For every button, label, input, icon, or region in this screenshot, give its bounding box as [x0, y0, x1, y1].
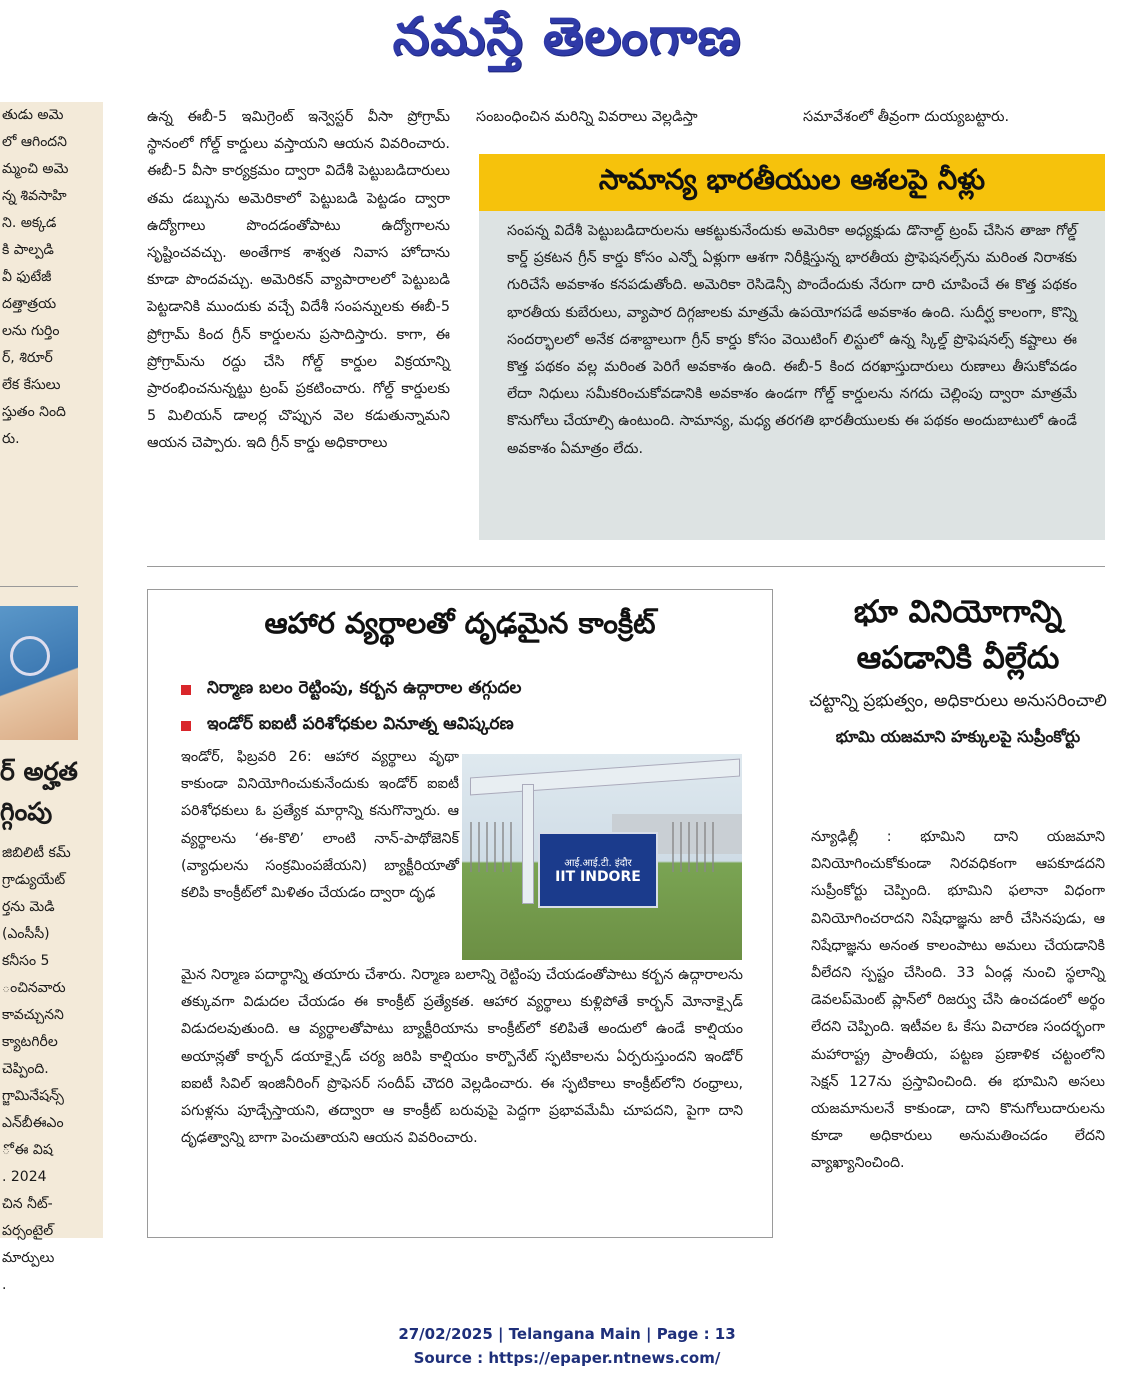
- gate-arch-shape: [470, 759, 740, 796]
- sign-hindi-text: आई.आई.टी. इंदौर: [564, 858, 632, 869]
- footer-date-page: 27/02/2025 | Telangana Main | Page : 13: [398, 1325, 736, 1343]
- land-use-article: [808, 589, 1108, 753]
- left-column-divider: [0, 586, 78, 587]
- land-article-subheading: చట్టాన్ని ప్రభుత్వం, అధికారులు అనుసరించాలి: [809, 691, 1107, 711]
- left-clipped-column: [0, 102, 103, 1293]
- continued-text-column4: సమావేశంలో తీవ్రంగా దుయ్యబట్టారు.: [803, 109, 1010, 125]
- highlight-box: [479, 154, 1105, 540]
- land-article-headline: భూ వినియోగాన్ని ఆపడానికి వీల్లేదు: [853, 594, 1063, 676]
- gold-card-article-column: [147, 104, 450, 458]
- concrete-article-lead: ఇండోర్, ఫిబ్రవరి 26: ఆహార వ్యర్థాలు వృథా కాకుండా వినియోగించుకునేందుకు ఇండోర్ ఐఐటీ పరిశోధకులు ఓ ప్రత్యేక మార్గాన్ని కనుగొన్నారు. ఆ వ్యర్థాలను ‘ఈ-కొలి’ లాంటి నాన్-పాథోజెనిక్ (వ్యాధులను సంక్రమింపజేయని) బ్యాక్టీరియాతో కలిపి కాంక్రీట్‌లో మిళితం చేయడం ద్వారా దృఢ: [181, 749, 459, 902]
- stethoscope-icon: [10, 636, 50, 676]
- highlight-heading: సామాన్య భారతీయుల ఆశలపై నీళ్లు: [479, 154, 1105, 211]
- gate-grill-shape: [470, 822, 518, 872]
- left-column-upper-text: తుడు అమె లో ఆగిందని మ్మంచి అమె న్న శివసాహి ని. అక్కడ కి పాల్పడి వీ ఫుటేజీ దత్తాత్రయ లను గుర్తిం ర్, శిరూర్ లేక కేసులు స్తుతం నింది రు.: [2, 107, 69, 447]
- gate-grill-shape: [672, 822, 720, 872]
- continued-text-column3: సంబంధించిన మరిన్ని వివరాలు వెల్లడిస్తా: [476, 109, 698, 125]
- land-article-subheading-bold: భూమి యజమాని హక్కులపై సుప్రీంకోర్టు: [835, 727, 1081, 746]
- iit-indore-sign: [538, 832, 658, 908]
- left-column-headline: ర్ అర్హత గ్గింపు: [0, 757, 78, 826]
- section-divider: [147, 566, 1105, 567]
- concrete-article-body: మైన నిర్మాణ పదార్థాన్ని తయారు చేశారు. నిర్మాణ బలాన్ని రెట్టింపు చేయడంతోపాటు కర్బన ఉద్గారాలను తక్కువగా విడుదల చేయడం ఈ కాంక్రీట్ ప్రత్యేకత. ఆహార వ్యర్థాలు కుళ్లిపోతే కార్బన్ మోనాక్సైడ్ విడుదలవుతుంది. ఆ వ్యర్థాలతోపాటు బ్యాక్టీరియాను కాంక్రీట్‌లో కలిపితే అందులో ఉండే కాల్షియం అయాన్లతో కార్బన్ డయాక్సైడ్ చర్య జరిపి కాల్షియం కార్బొనేట్ స్ఫటికాలను ఏర్పరుస్తుందని ఇండోర్ ఐఐటీ సివిల్ ఇంజినీరింగ్ ప్రొఫెసర్ సందీప్ చౌదరి వెల్లడించారు. ఈ స్ఫటికాలు కాంక్రీట్‌లోని రంధ్రాలు, పగుళ్లను పూడ్చేస్తాయని, తద్వారా ఆ కాంక్రీట్ బరువుపై పెద్దగా ప్రభావమేమీ చూపదని, పైగా దాని దృఢత్వాన్ని బాగా పెంచుతాయని ఆయన వివరించారు.: [181, 967, 743, 1147]
- gate-post-shape: [522, 784, 534, 904]
- bullet-text: నిర్మాణ బలం రెట్టింపు, కర్బన ఉద్గారాల తగ్గుదల: [207, 678, 522, 698]
- concrete-article-headline: ఆహార వ్యర్థాలతో దృఢమైన కాంక్రీట్: [264, 606, 656, 640]
- highlight-body: సంపన్న విదేశీ పెట్టుబడిదారులను ఆకట్టుకునేందుకు అమెరికా అధ్యక్షుడు డొనాల్డ్ ట్రంప్ చేసిన తాజా గోల్డ్ కార్డ్ ప్రకటన గ్రీన్ కార్డు కోసం ఎన్నో ఏళ్లుగా ఆశగా నిరీక్షిస్తున్న భారతీయ ప్రొఫెషనల్స్‌ను మరింత నిరాశకు గురిచేసే అవకాశం కనపడుతోంది. అమెరికా రెసిడెన్సీ పొందేందుకు నేరుగా దారి చూపించే ఈ కొత్త పథకం భారతీయ కుబేరులు, వ్యాపార దిగ్గజాలకు మాత్రమే ఉపయోగపడే అవకాశం ఉంది. సుదీర్ఘ కాలంగా, కొన్ని సందర్భాలలో అనేక దశాబ్దాలుగా గ్రీన్ కార్డు కోసం వెయిటింగ్ లిస్టులో ఉన్న స్కిల్డ్ ప్రొఫెషనల్స్ కష్టాలు ఈ కొత్త పథకం వల్ల మరింత పెరిగే అవకాశం ఉంది. ఈబీ-5 కింద దరఖాస్తుదారులు రుణాలు తీసుకోవడం లేదా నిధులు సమీకరించుకోవడానికి అవకాశం ఉండగా గోల్డ్ కార్డులను నగదు చెల్లింపు ద్వారా మాత్రమే కొనుగోలు చేయాల్సి ఉంటుంది. సామాన్య, మధ్య తరగతి భారతీయులకు ఈ పథకం అందుబాటులో ఉండే అవకాశం ఏమాత్రం లేదు.: [507, 223, 1077, 457]
- bullet-point: [181, 678, 521, 702]
- bullet-point: [181, 714, 514, 738]
- doctor-photo: [0, 606, 78, 740]
- gold-card-article-text: ఉన్న ఈబీ-5 ఇమిగ్రెంట్ ఇన్వెస్టర్ వీసా ప్రోగ్రామ్ స్థానంలో గోల్డ్ కార్డులు వస్తాయని ఆయన వివరించారు. ఈబీ-5 వీసా కార్యక్రమం ద్వారా విదేశీ పెట్టుబడిదారులు తమ డబ్బును అమెరికాలో పెట్టుబడి పెట్టడం ద్వారా ఉద్యోగాలు పొందడంతోపాటు ఉద్యోగాలను సృష్టించవచ్చు. అంతేగాక శాశ్వత నివాస హోదాను కూడా పొందవచ్చు. అమెరికన్ వ్యాపారాలలో పెట్టుబడి పెట్టడానికి ముందుకు వచ్చే విదేశీ సంపన్నులకు ఈబీ-5 ప్రోగ్రామ్ కింద గ్రీన్ కార్డులను ప్రసాదిస్తారు. కాగా, ఈ ప్రోగ్రామ్‌ను రద్దు చేసి గోల్డ్ కార్డుల విక్రయాన్ని ప్రారంభించనున్నట్టు ట్రంప్ ప్రకటించారు. గోల్డ్ కార్డులకు 5 మిలియన్ డాలర్ల చొప్పున వెల కడుతున్నామని ఆయన చెప్పారు. ఇది గ్రీన్ కార్డు అధికారాలు: [147, 109, 450, 452]
- page-footer: [0, 1322, 1134, 1370]
- concrete-article: [147, 589, 773, 1238]
- masthead: [0, 6, 1134, 86]
- red-square-bullet-icon: [181, 685, 191, 695]
- land-article-body: న్యూఢిల్లీ : భూమిని దాని యజమాని వినియోగించుకోకుండా నిరవధికంగా ఆపకూడదని సుప్రీంకోర్టు చెప్పింది. భూమిని ఫలానా విధంగా వినియోగించరాదని నిషేధాజ్ఞను జారీ చేసినపుడు, ఆ నిషేధాజ్ఞను అనంత కాలంపాటు అమలు చేయడానికి వీలేదని స్పష్టం చేసింది. 33 ఏండ్ల నుంచి స్థలాన్ని డెవలప్‌మెంట్ ప్లాన్‌లో రిజర్వు చేసి ఉంచడంలో అర్థం లేదని చెప్పింది. ఇటీవల ఓ కేసు విచారణ సందర్భంగా మహారాష్ట్ర ప్రాంతీయ, పట్టణ ప్రణాళిక చట్టంలోని సెక్షన్ 127ను ప్రస్తావించింది. ఈ భూమిని అసలు యజమానులనే కాకుండా, దాని కొనుగోలుదారులను కూడా అధికారులు అనుమతించడం లేదని వ్యాఖ్యానించింది.: [811, 829, 1105, 1172]
- left-column-lower-text: జిబిలిటీ కమ్ గ్రాడ్యుయేట్ ర్తను మెడి (ఎంసీసీ) కనీసం 5 ంచినవారు కావచ్చునని క్యాటగిరీల చెప్పింది. గ్జామినేషన్స్ ఎన్‌బీఈఎం ో ఈ విష . 2024 చిన నీట్- పర్సంటైల్ మార్పులు .: [2, 845, 71, 1293]
- footer-source-link[interactable]: Source : https://epaper.ntnews.com/: [413, 1349, 721, 1367]
- sign-text: IIT INDORE: [555, 869, 641, 885]
- newspaper-title: నమస్తే తెలంగాణ: [392, 6, 742, 67]
- iit-indore-gate-photo: [462, 754, 742, 960]
- bullet-text: ఇండోర్ ఐఐటీ పరిశోధకుల వినూత్న ఆవిష్కరణ: [207, 714, 514, 734]
- red-square-bullet-icon: [181, 721, 191, 731]
